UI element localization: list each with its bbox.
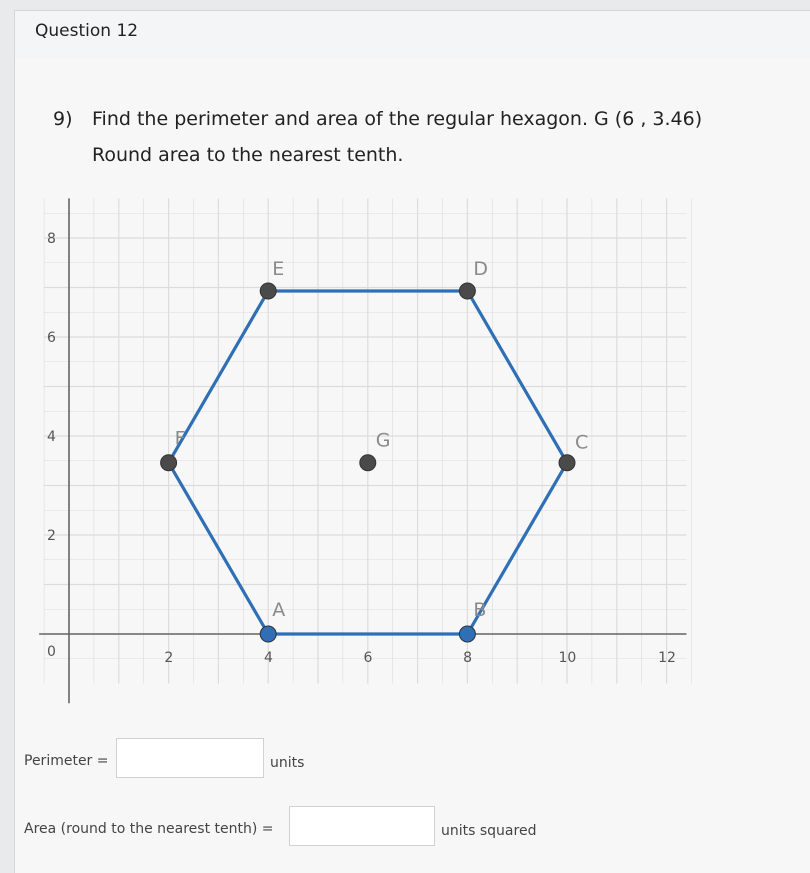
area-units: units squared — [441, 823, 537, 839]
center-point-g — [360, 455, 376, 471]
vertex-point-a — [260, 626, 276, 642]
point-label-c: C — [575, 431, 589, 454]
point-label-e: E — [272, 257, 285, 280]
question-text-line2: Round area to the nearest tenth. — [92, 144, 404, 166]
point-label-d: D — [473, 257, 489, 280]
point-label-g: G — [375, 429, 391, 452]
y-tick-label: 8 — [47, 231, 56, 247]
point-label-a: A — [272, 599, 286, 621]
perimeter-units: units — [270, 755, 305, 771]
vertex-point-e — [260, 283, 276, 299]
graph-axes — [39, 198, 686, 703]
point-label-f: F — [174, 427, 186, 450]
x-tick-label: 12 — [658, 650, 676, 666]
vertex-point-d — [459, 283, 475, 299]
area-label: Area (round to the nearest tenth) = — [24, 821, 274, 837]
perimeter-input[interactable] — [116, 738, 264, 778]
area-input[interactable] — [289, 806, 435, 846]
vertex-point-c — [559, 455, 575, 471]
vertex-point-f — [161, 455, 177, 471]
x-tick-label: 8 — [463, 650, 473, 666]
x-tick-label: 4 — [263, 650, 273, 666]
question-number: 9) — [53, 108, 73, 130]
y-tick-label: 6 — [47, 330, 56, 346]
y-tick-label: 0 — [47, 644, 56, 660]
x-tick-label: 10 — [558, 650, 577, 666]
question-text-line1: Find the perimeter and area of the regular hexagon. G (6 , 3.46) — [92, 108, 703, 130]
x-tick-label: 6 — [363, 650, 373, 666]
graph-grid — [44, 198, 691, 683]
question-title: Question 12 — [35, 21, 139, 41]
point-label-b: B — [473, 599, 487, 621]
y-tick-label: 2 — [47, 528, 56, 544]
perimeter-label: Perimeter = — [24, 753, 109, 769]
x-tick-label: 2 — [164, 650, 174, 666]
vertex-point-b — [459, 626, 475, 642]
y-tick-label: 4 — [47, 429, 56, 445]
